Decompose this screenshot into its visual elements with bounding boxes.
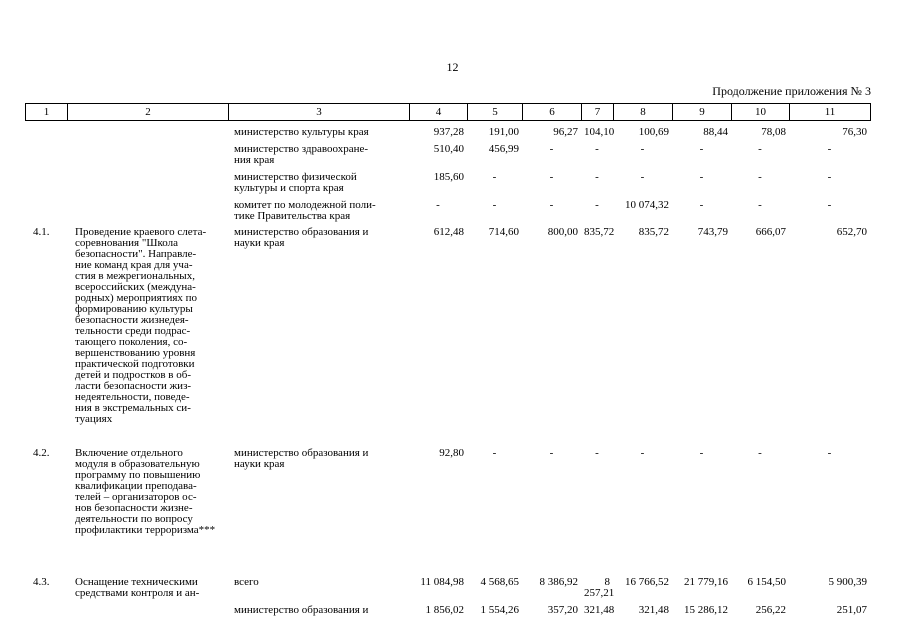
page-number: 12: [446, 60, 459, 74]
value-cell: 16 766,52: [625, 576, 669, 588]
value-cell: -: [549, 199, 554, 211]
value-cell: 714,60: [488, 226, 519, 238]
value-cell: -: [827, 447, 832, 459]
value-cell: 800,00: [547, 226, 578, 238]
value-cell: -: [699, 447, 704, 459]
table-row: [25, 537, 870, 600]
value-cell: 191,00: [488, 126, 519, 138]
header-cell: 3: [229, 104, 410, 121]
row-code: 4.1.: [33, 226, 50, 238]
header-cell: 9: [673, 104, 732, 121]
value-cell: 76,30: [842, 126, 867, 138]
header-cell: 5: [468, 104, 523, 121]
appendix-title: Продолжение приложения № 3: [712, 84, 871, 98]
row-executor: комитет по молодежной поли- тике Правительства края: [234, 199, 376, 222]
row-code: [25, 139, 67, 167]
value-cell: -: [492, 447, 497, 459]
value-cell: 4 568,65: [480, 576, 519, 588]
row-description: Включение отдельного модуля в образовательную программу по повышению квалификации преподава- телей – организаторов ос- нов безопасности жизне- деятельности по вопросу профилактики терроризма***: [75, 447, 216, 536]
header-cell: 10: [732, 104, 790, 121]
table-row: [25, 167, 870, 195]
value-cell: 251,07: [836, 604, 867, 616]
value-cell: -: [699, 199, 704, 211]
row-description: Проведение краевого слета-соревнования "Школа безопасности". Направле- ние команд края для уча- стия в межрегиональных, всероссийских (междуна- родных) мероприятиях по формированию культуры безопасности жизнедея- тельности среди подрас- тающего поколения, со- вершенствованию уровня практической подготовки детей и подростков в об- ласти безопасности жиз- недеятельности, поведе- ния в экстремальных си- туациях: [75, 226, 207, 425]
value-cell: 10 074,32: [625, 199, 669, 211]
value-cell: 666,07: [755, 226, 786, 238]
value-cell: 6 154,50: [747, 576, 786, 588]
row-code: [25, 122, 67, 139]
value-cell: 104,10: [584, 126, 615, 138]
row-description: [67, 167, 228, 195]
value-cell: -: [758, 447, 762, 459]
value-cell: 1 856,02: [425, 604, 464, 616]
row-description: [67, 195, 228, 223]
row-executor: министерство культуры края: [234, 126, 369, 138]
value-cell: -: [595, 447, 599, 459]
value-cell: -: [758, 171, 762, 183]
value-cell: 456,99: [488, 143, 519, 155]
value-cell: -: [640, 171, 645, 183]
value-cell: 11 084,98: [420, 576, 464, 588]
value-cell: 321,48: [584, 604, 615, 616]
table-row: [25, 122, 870, 139]
row-executor: министерство здравоохране- ния края: [234, 143, 369, 166]
table-row: [25, 426, 870, 537]
value-cell: -: [549, 447, 554, 459]
row-executor: министерство образования и науки края: [234, 447, 369, 470]
data-table: [25, 122, 870, 617]
column-header-table: [25, 103, 871, 121]
value-cell: 8 257,21: [584, 576, 615, 599]
value-cell: -: [492, 171, 497, 183]
value-cell: 510,40: [433, 143, 464, 155]
value-cell: 15 286,12: [684, 604, 728, 616]
value-cell: 100,69: [638, 126, 669, 138]
value-cell: -: [595, 143, 599, 155]
value-cell: 88,44: [703, 126, 728, 138]
value-cell: -: [595, 171, 599, 183]
value-cell: -: [758, 143, 762, 155]
value-cell: -: [640, 143, 645, 155]
value-cell: 1 554,26: [480, 604, 519, 616]
value-cell: 612,48: [433, 226, 464, 238]
value-cell: 652,70: [836, 226, 867, 238]
value-cell: 5 900,39: [828, 576, 867, 588]
row-code: 4.3.: [33, 576, 50, 588]
header-cell: 8: [614, 104, 673, 121]
header-cell: 2: [68, 104, 229, 121]
row-executor: всего: [234, 576, 259, 588]
value-cell: -: [827, 199, 832, 211]
value-cell: 321,48: [638, 604, 669, 616]
value-cell: 78,08: [761, 126, 786, 138]
value-cell: 937,28: [433, 126, 464, 138]
value-cell: -: [549, 171, 554, 183]
table-row: [25, 139, 870, 167]
row-code: [25, 195, 67, 223]
value-cell: 743,79: [697, 226, 728, 238]
value-cell: 256,22: [755, 604, 786, 616]
value-cell: -: [436, 199, 440, 211]
value-cell: 835,72: [584, 226, 615, 238]
row-code: [25, 167, 67, 195]
header-cell: 6: [523, 104, 582, 121]
value-cell: 21 779,16: [684, 576, 728, 588]
value-cell: -: [492, 199, 497, 211]
row-description: [67, 122, 228, 139]
table-row: [25, 195, 870, 223]
value-cell: 92,80: [439, 447, 464, 459]
header-cell: 4: [410, 104, 468, 121]
value-cell: -: [758, 199, 762, 211]
header-row: [26, 104, 871, 121]
value-cell: -: [699, 143, 704, 155]
value-cell: 185,60: [433, 171, 464, 183]
value-cell: -: [827, 171, 832, 183]
value-cell: -: [827, 143, 832, 155]
row-description: [67, 139, 228, 167]
row-executor: министерство образования и науки края: [234, 226, 369, 249]
header-cell: 11: [790, 104, 871, 121]
value-cell: -: [549, 143, 554, 155]
row-code: 4.2.: [33, 447, 50, 459]
row-description: [67, 600, 228, 617]
row-executor: министерство физической культуры и спорта края: [234, 171, 357, 194]
row-description: Оснащение техническими средствами контроля и ан-: [75, 576, 200, 599]
table-row: [25, 223, 870, 426]
value-cell: 96,27: [553, 126, 578, 138]
value-cell: -: [640, 447, 645, 459]
header-cell: 1: [26, 104, 68, 121]
table-row: [25, 600, 870, 617]
value-cell: 8 386,92: [539, 576, 578, 588]
row-code: [25, 600, 67, 617]
row-executor: министерство образования и: [234, 604, 369, 616]
value-cell: -: [595, 199, 599, 211]
value-cell: -: [699, 171, 704, 183]
value-cell: 835,72: [638, 226, 669, 238]
value-cell: 357,20: [547, 604, 578, 616]
header-cell: 7: [582, 104, 614, 121]
